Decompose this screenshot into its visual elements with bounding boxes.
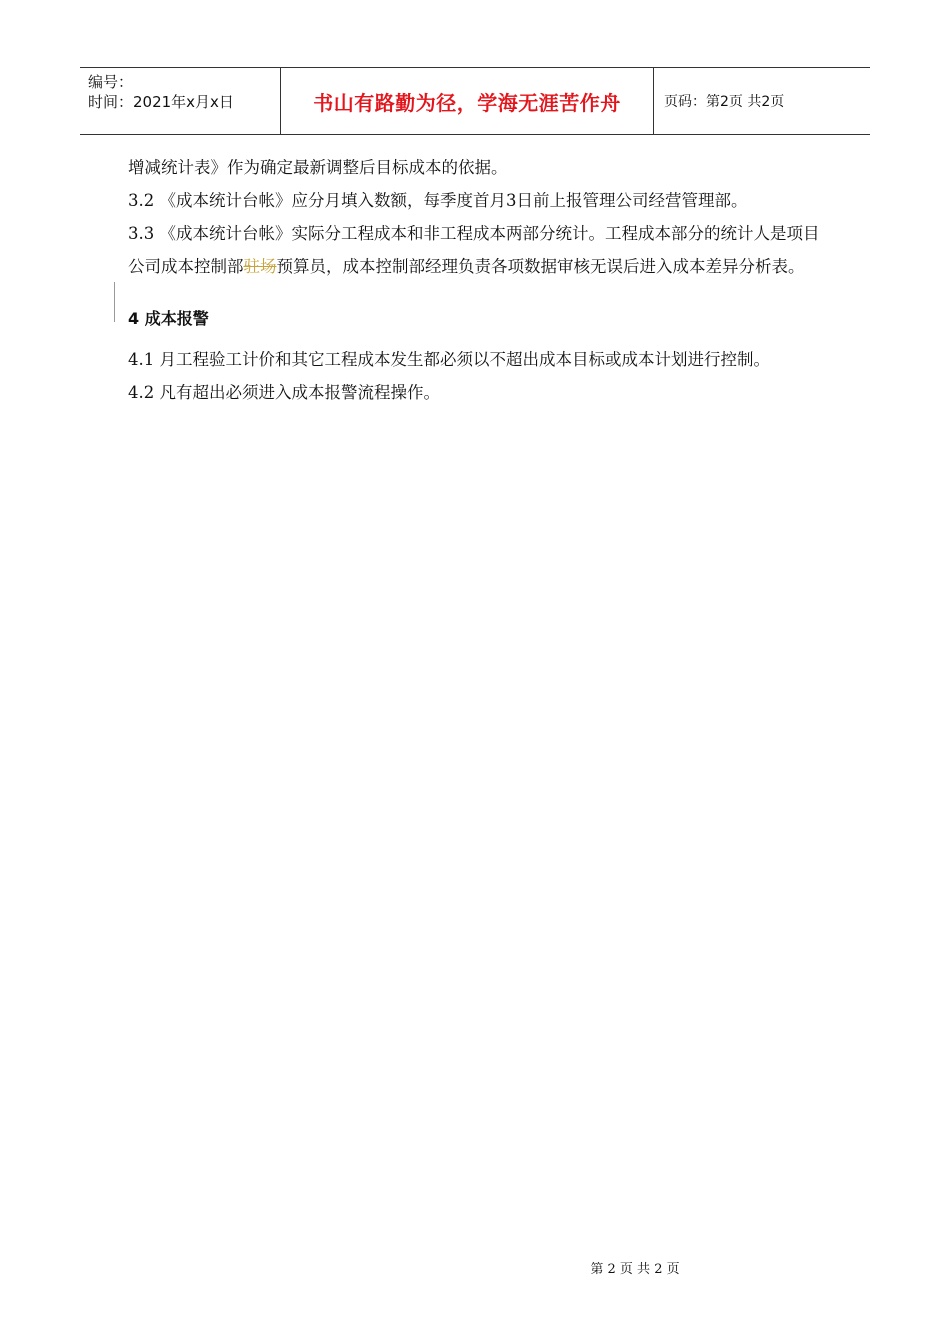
page-footer (0, 1258, 950, 1277)
paragraph-4-1: 4.1 月工程验工计价和其它工程成本发生都必须以不超出成本目标或成本计划进行控制。 (128, 350, 770, 369)
document-number-label: 编号： (88, 73, 134, 91)
paragraph-3-3-text-before: 3.3 《成本统计台帐》实际分工程成本和非工程成本两部分统计。工程成本部分的统计人是项目公司成本控制部 (128, 224, 820, 276)
header-page-info: 页码：第2页 共2页 (664, 94, 785, 110)
document-date: 时间：2021年x月x日 (88, 93, 234, 111)
header-motto-cell (281, 68, 654, 134)
paragraph-continuation: 增减统计表》作为确定最新调整后目标成本的依据。 (128, 158, 508, 177)
header-motto: 书山有路勤为径，学海无涯苦作舟 (313, 90, 621, 115)
header-meta-cell (80, 68, 281, 134)
paragraph-3-3-text-after: 预算员，成本控制部经理负责各项数据审核无误后进入成本差异分析表。 (276, 257, 805, 276)
revision-change-bar (114, 282, 115, 322)
paragraph-4-2: 4.2 凡有超出必须进入成本报警流程操作。 (128, 383, 440, 402)
document-body (128, 151, 828, 409)
page-header (80, 67, 870, 135)
header-page-cell (654, 68, 870, 134)
paragraph-3-2: 3.2 《成本统计台帐》应分月填入数额，每季度首月3日前上报管理公司经营管理部。 (128, 191, 748, 210)
paragraph-3-3 (128, 217, 828, 283)
deleted-text: 驻场 (243, 257, 277, 276)
section-heading-4: 4 成本报警 (128, 309, 209, 328)
footer-page-number: 第 2 页 共 2 页 (590, 1262, 680, 1277)
